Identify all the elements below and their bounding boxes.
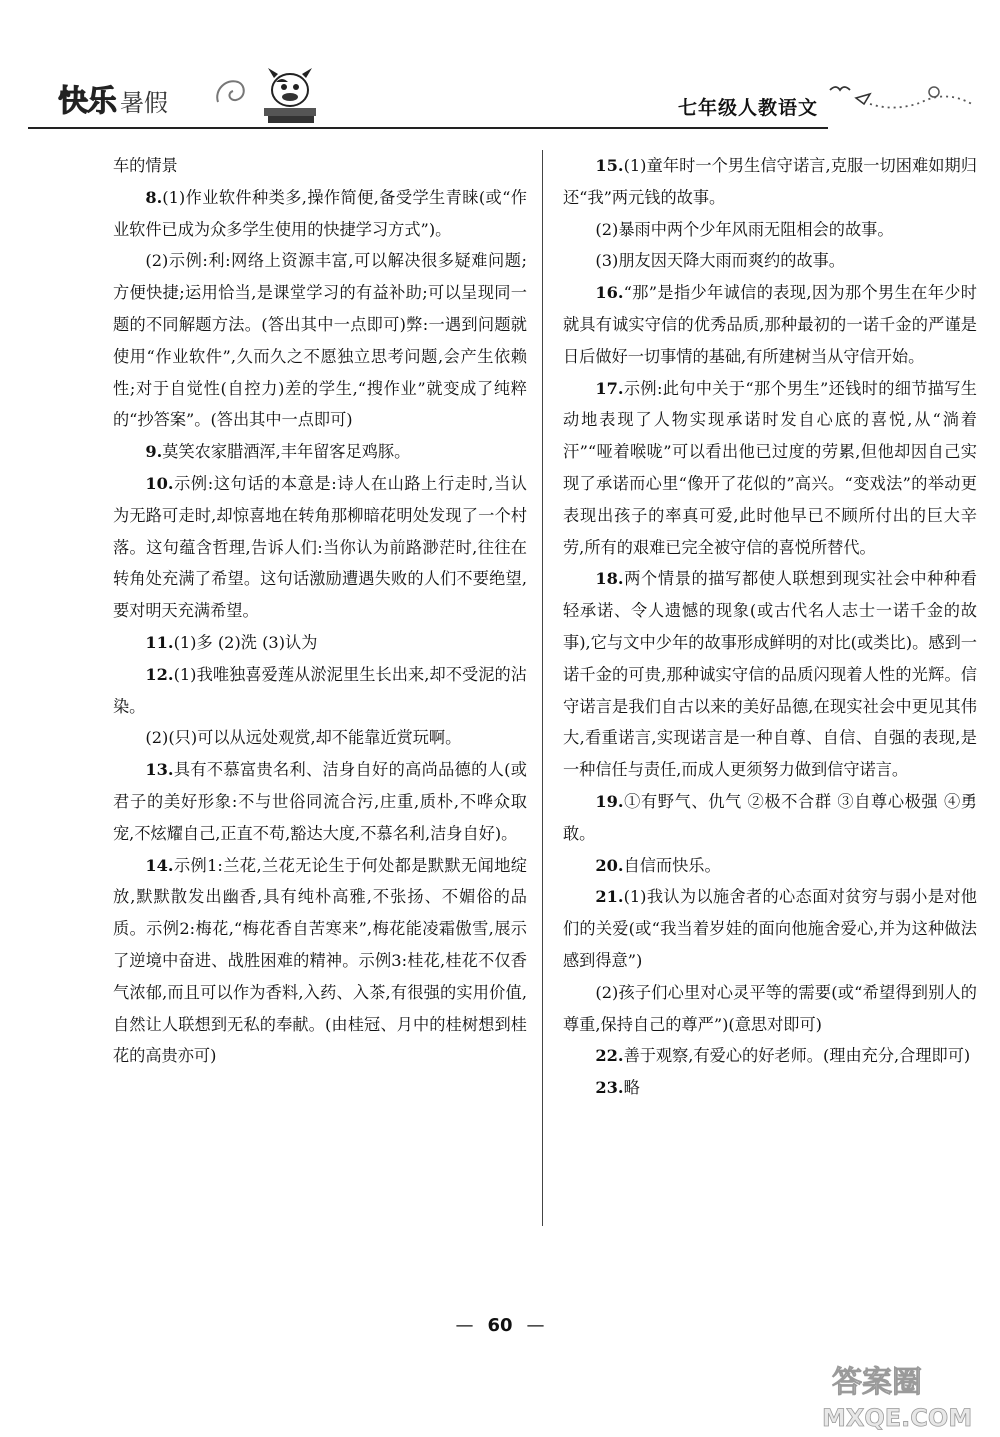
answer-text: 略: [623, 1078, 640, 1098]
logo-subtitle: 暑假: [120, 89, 168, 117]
answer-paragraph: [113, 436, 527, 468]
column-divider: [542, 150, 543, 1226]
watermark-line2: MXQE.COM: [822, 1404, 973, 1432]
cartoon-cow-mascot-icon: [258, 60, 322, 126]
book-logo: [58, 76, 168, 120]
bird-dotted-trail-icon: [826, 82, 976, 122]
question-number: 21.: [595, 887, 624, 907]
answer-text: 莫笑农家腊酒浑,丰年留客足鸡豚。: [162, 442, 411, 462]
answer-text: (2)暴雨中两个少年风雨无阻相会的故事。: [595, 219, 894, 239]
answer-paragraph: [113, 468, 527, 627]
question-number: 11.: [145, 632, 174, 652]
answer-text: (1)多 (2)洗 (3)认为: [173, 632, 318, 652]
answer-text: 两个情景的描写都使人联想到现实社会中种种看轻承诺、令人遗憾的现象(或古代名人志士一诺千金的故事),它与文中少年的故事形成鲜明的对比(或类比)。感到一诺千金的可贵,那种诚实守信的品质闪现着人性的光辉。信守诺言是我们自古以来的美好品德,在现实社会中更见其伟大,看重诺言,实现诺言是一种自尊、自信、自强的表现,是一种信任与责任,而成人更须努力做到信守诺言。: [563, 569, 977, 780]
answer-paragraph: [563, 245, 977, 277]
answer-paragraph: [113, 627, 527, 659]
answer-paragraph: [113, 722, 527, 754]
question-number: 20.: [595, 855, 624, 875]
question-number: 23.: [595, 1078, 624, 1098]
answer-paragraph: [563, 850, 977, 882]
answer-text: 示例1:兰花,兰花无论生于何处都是默默无闻地绽放,默默散发出幽香,具有纯朴高雅,不张扬、不媚俗的品质。示例2:梅花,“梅花香自苦寒来”,梅花能凌霜傲雪,展示了逆境中奋进、战胜困难的精神。示例3:桂花,桂花不仅香气浓郁,而且可以作为香料,入药、入茶,有很强的实用价值,自然让人联想到无私的奉献。(由桂冠、月中的桂树想到桂花的高贵亦可): [113, 855, 527, 1066]
answer-text: (1)我唯独喜爱莲从淤泥里生长出来,却不受泥的沾染。: [113, 664, 527, 716]
answer-paragraph: [113, 850, 527, 1073]
question-number: 8.: [145, 187, 163, 207]
question-number: 12.: [145, 664, 174, 684]
answer-text: (1)作业软件种类多,操作简便,备受学生青睐(或“作业软件已成为众多学生使用的快捷学习方式”)。: [113, 187, 527, 239]
answer-paragraph: [563, 277, 977, 372]
answer-text: (3)朋友因天降大雨而爽约的故事。: [595, 251, 845, 271]
page-number-dash-right: —: [526, 1315, 545, 1336]
answer-text: “那”是指少年诚信的表现,因为那个男生在年少时就具有诚实守信的优秀品质,那种最初的一诺千金的严谨是日后做好一切事情的基础,有所建树当从守信开始。: [563, 283, 977, 366]
answer-text: (2)孩子们心里对心灵平等的需要(或“希望得到别人的尊重,保持自己的尊严”)(意思对即可): [563, 982, 977, 1034]
answer-text: (1)我认为以施舍者的心态面对贫穷与弱小是对他们的关爱(或“我当着岁娃的面向他施舍爱心,并为这种做法感到得意”): [563, 887, 977, 970]
answer-paragraph: [113, 245, 527, 436]
answer-text: 具有不慕富贵名利、洁身自好的高尚品德的人(或君子的美好形象:不与世俗同流合污,庄重,质朴,不哗众取宠,不炫耀自己,正直不苟,豁达大度,不慕名利,洁身自好)。: [113, 760, 527, 843]
answer-paragraph: [563, 150, 977, 214]
answer-paragraph: [563, 881, 977, 976]
question-number: 19.: [595, 791, 624, 811]
answer-text: 善于观察,有爱心的好老师。(理由充分,合理即可): [623, 1046, 971, 1066]
swirl-decoration-icon: [212, 72, 252, 112]
question-number: 14.: [145, 855, 174, 875]
question-number: 10.: [145, 473, 174, 493]
question-number: 15.: [595, 156, 624, 175]
page-number-value: 60: [487, 1315, 513, 1336]
answer-text: (2)(只)可以从远处观赏,却不能靠近赏玩啊。: [145, 728, 462, 748]
watermark-logo: [812, 1362, 992, 1434]
question-number: 16.: [595, 283, 624, 303]
answer-paragraph: [563, 977, 977, 1041]
question-number: 9.: [145, 442, 163, 462]
question-number: 22.: [595, 1046, 624, 1066]
answer-paragraph: [113, 754, 527, 849]
page-number-dash-left: —: [455, 1315, 474, 1336]
logo-title: 快乐: [58, 84, 116, 119]
answer-text: 示例:此句中关于“那个男生”还钱时的细节描写生动地表现了人物实现承诺时发自心底的喜悦,从“淌着汗”“哑着喉咙”可以看出他已过度的劳累,但他却因自己实现了承诺而心里“像开了花似的”高兴。“变戏法”的举动更表现出孩子的率真可爱,此时他早已不顾所付出的巨大辛劳,所有的艰难已完全被守信的喜悦所替代。: [563, 378, 977, 557]
answer-text: 自信而快乐。: [623, 855, 721, 875]
answer-paragraph: [113, 659, 527, 723]
answer-text: 示例:这句话的本意是:诗人在山路上行走时,当认为无路可走时,却惊喜地在转角那柳暗花明处发现了一个村落。这句蕴含哲理,告诉人们:当你认为前路渺茫时,往往在转角处充满了希望。这句话激励遭遇失败的人们不要绝望,要对明天充满希望。: [113, 473, 527, 621]
header-rule: [28, 127, 828, 129]
answer-text: ①有野气、仇气 ②极不合群 ③自尊心极强 ④勇敢。: [563, 791, 977, 843]
right-answer-column: [563, 150, 977, 1104]
answer-paragraph: [113, 182, 527, 246]
answer-paragraph: [563, 786, 977, 850]
answer-paragraph: [563, 563, 977, 786]
page-number: [0, 1315, 1000, 1336]
left-answer-column: [113, 150, 527, 1072]
page-header: [0, 0, 1000, 135]
answer-paragraph: [563, 373, 977, 564]
answer-text: 车的情景: [113, 156, 178, 175]
question-number: 13.: [145, 760, 174, 780]
answer-text: (1)童年时一个男生信守诺言,克服一切困难如期归还“我”两元钱的故事。: [563, 156, 977, 207]
answer-paragraph: [113, 150, 527, 182]
answer-paragraph: [563, 214, 977, 246]
answer-paragraph: [563, 1040, 977, 1072]
answer-text: (2)示例:利:网络上资源丰富,可以解决很多疑难问题;方便快捷;运用恰当,是课堂学习的有益补助;可以呈现同一题的不同解题方法。(答出其中一点即可)弊:一遇到问题就使用“作业软件”,久而久之不愿独立思考问题,会产生依赖性;对于自觉性(自控力)差的学生,“搜作业”就变成了纯粹的“抄答案”。(答出其中一点即可): [113, 251, 527, 430]
question-number: 18.: [595, 569, 624, 589]
watermark-line1: 答案圈: [832, 1365, 922, 1400]
question-number: 17.: [595, 378, 624, 398]
answer-paragraph: [563, 1072, 977, 1104]
series-title: 七年级人教语文: [677, 97, 818, 119]
